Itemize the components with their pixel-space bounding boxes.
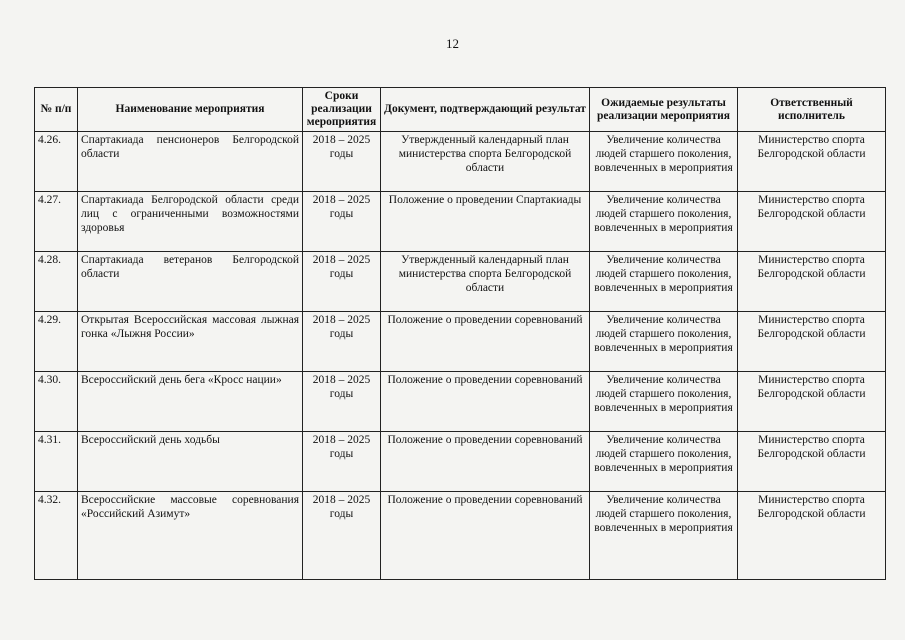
row-num: 4.27. xyxy=(35,192,78,252)
row-document: Положение о проведении соревнований xyxy=(381,372,590,432)
row-name: Спартакиада ветеранов Белгородской области xyxy=(78,252,303,312)
table-row xyxy=(35,492,886,580)
row-responsible: Министерство спорта Белгородской области xyxy=(738,132,886,192)
row-expected: Увеличение количества людей старшего поколения, вовлеченных в мероприятия xyxy=(590,492,738,580)
row-expected: Увеличение количества людей старшего поколения, вовлеченных в мероприятия xyxy=(590,312,738,372)
row-expected: Увеличение количества людей старшего поколения, вовлеченных в мероприятия xyxy=(590,372,738,432)
row-name: Открытая Всероссийская массовая лыжная гонка «Лыжня России» xyxy=(78,312,303,372)
row-name: Спартакиада пенсионеров Белгородской области xyxy=(78,132,303,192)
row-terms: 2018 – 2025 годы xyxy=(303,252,381,312)
col-header-terms: Сроки реализации мероприятия xyxy=(303,88,381,132)
events-table xyxy=(34,87,886,580)
row-expected: Увеличение количества людей старшего поколения, вовлеченных в мероприятия xyxy=(590,252,738,312)
row-responsible: Министерство спорта Белгородской области xyxy=(738,372,886,432)
table-header-row xyxy=(35,88,886,132)
col-header-expected: Ожидаемые результаты реализации мероприятия xyxy=(590,88,738,132)
row-terms: 2018 – 2025 годы xyxy=(303,132,381,192)
row-num: 4.31. xyxy=(35,432,78,492)
row-num: 4.29. xyxy=(35,312,78,372)
row-document: Положение о проведении соревнований xyxy=(381,432,590,492)
table-row xyxy=(35,252,886,312)
row-responsible: Министерство спорта Белгородской области xyxy=(738,252,886,312)
page-number: 12 xyxy=(446,36,459,51)
col-header-name: Наименование мероприятия xyxy=(78,88,303,132)
table-row xyxy=(35,432,886,492)
col-header-responsible: Ответственный исполнитель xyxy=(738,88,886,132)
row-document: Положение о проведении соревнований xyxy=(381,312,590,372)
row-document: Утвержденный календарный план министерства спорта Белгородской области xyxy=(381,252,590,312)
row-responsible: Министерство спорта Белгородской области xyxy=(738,312,886,372)
row-terms: 2018 – 2025 годы xyxy=(303,192,381,252)
row-responsible: Министерство спорта Белгородской области xyxy=(738,192,886,252)
row-num: 4.32. xyxy=(35,492,78,580)
row-name: Всероссийский день ходьбы xyxy=(78,432,303,492)
row-name: Спартакиада Белгородской области среди лиц с ограниченными возможностями здоровья xyxy=(78,192,303,252)
row-expected: Увеличение количества людей старшего поколения, вовлеченных в мероприятия xyxy=(590,432,738,492)
col-header-document: Документ, подтверждающий результат xyxy=(381,88,590,132)
col-header-num: № п/п xyxy=(35,88,78,132)
row-num: 4.30. xyxy=(35,372,78,432)
table-row xyxy=(35,192,886,252)
row-expected: Увеличение количества людей старшего поколения, вовлеченных в мероприятия xyxy=(590,192,738,252)
row-document: Положение о проведении Спартакиады xyxy=(381,192,590,252)
row-terms: 2018 – 2025 годы xyxy=(303,312,381,372)
row-num: 4.26. xyxy=(35,132,78,192)
row-responsible: Министерство спорта Белгородской области xyxy=(738,492,886,580)
row-terms: 2018 – 2025 годы xyxy=(303,372,381,432)
table-row xyxy=(35,312,886,372)
row-name: Всероссийский день бега «Кросс нации» xyxy=(78,372,303,432)
row-name: Всероссийские массовые соревнования «Российский Азимут» xyxy=(78,492,303,580)
row-terms: 2018 – 2025 годы xyxy=(303,432,381,492)
row-expected: Увеличение количества людей старшего поколения, вовлеченных в мероприятия xyxy=(590,132,738,192)
row-responsible: Министерство спорта Белгородской области xyxy=(738,432,886,492)
row-document: Положение о проведении соревнований xyxy=(381,492,590,580)
table-row xyxy=(35,372,886,432)
row-num: 4.28. xyxy=(35,252,78,312)
table-row xyxy=(35,132,886,192)
row-document: Утвержденный календарный план министерства спорта Белгородской области xyxy=(381,132,590,192)
row-terms: 2018 – 2025 годы xyxy=(303,492,381,580)
